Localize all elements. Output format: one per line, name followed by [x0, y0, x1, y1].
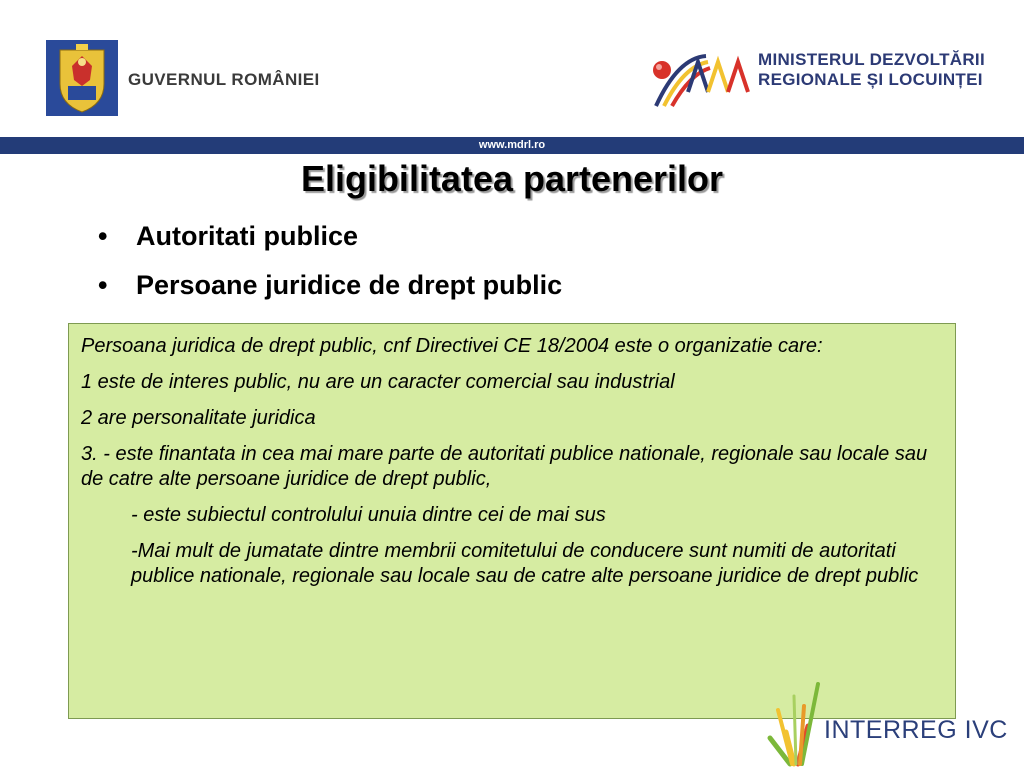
bullet-item: [96, 212, 562, 261]
definition-box: [68, 323, 956, 719]
header-bar: [0, 137, 1024, 154]
ministry-name-line2: REGIONALE ȘI LOCUINȚEI: [758, 70, 983, 89]
ministry-logo-icon: [648, 48, 750, 110]
definition-item-3-sub-2: -Mai mult de jumatate dintre membrii comitetului de conducere sunt numiti de autoritati publice nationale, regionale sau locale sau de catre alte persoane juridice de drept public: [131, 540, 919, 587]
interreg-logo-icon: [764, 676, 820, 768]
bullet-item: [96, 261, 562, 310]
definition-item-3-sub-1: - este subiectul controlului unuia dintre cei de mai sus: [131, 504, 606, 526]
definition-item-3: 3. - este finantata in cea mai mare parte de autoritati publice nationale, regionale sau locale sau de catre alte persoane juridice de drept public,: [81, 443, 928, 490]
slide-header: [0, 0, 1024, 156]
definition-intro: Persoana juridica de drept public, cnf Directivei CE 18/2004 este o organizatie care:: [81, 335, 823, 357]
website-url: www.mdrl.ro: [478, 139, 546, 151]
government-name: GUVERNUL ROMÂNIEI: [128, 70, 320, 89]
bullet-marker: •: [98, 270, 108, 300]
interreg-label: INTERREG IVC: [824, 716, 1008, 744]
bullet-text: Persoane juridice de drept public: [136, 270, 563, 300]
bullet-text: Autoritati publice: [136, 221, 358, 251]
definition-item-1: 1 este de interes public, nu are un caracter comercial sau industrial: [81, 371, 675, 393]
romanian-coat-of-arms-icon: [46, 40, 118, 116]
slide-title: Eligibilitatea partenerilor: [300, 158, 724, 199]
bullet-list: [96, 212, 562, 310]
bullet-marker: •: [98, 221, 108, 251]
ministry-name: [758, 50, 985, 90]
ministry-name-line1: MINISTERUL DEZVOLTĂRII: [758, 50, 985, 69]
definition-item-2: 2 are personalitate juridica: [81, 407, 316, 429]
